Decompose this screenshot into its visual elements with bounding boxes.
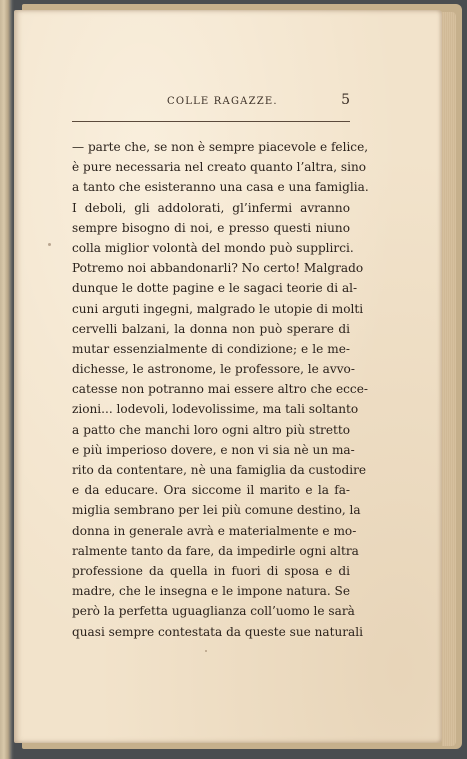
text-line: Potremo noi abbandonarli? No certo! Malgrado (72, 261, 364, 276)
text-line: e da educare. Ora siccome il marito e la fa- (72, 483, 350, 498)
text-line: donna in generale avrà e materialmente e mo- (72, 523, 357, 538)
page-header (72, 92, 350, 112)
text-line: però la perfetta uguaglianza coll’uomo le sarà (72, 604, 355, 619)
text-line: sempre bisogno di noi, e presso questi niuno (72, 220, 350, 235)
text-line: mutar essenzialmente di condizione; e le me- (72, 341, 350, 356)
text-line: colla miglior volontà del mondo può supplirci. (72, 240, 354, 255)
text-line: quasi sempre contestata da queste sue naturali (72, 624, 363, 639)
paper-speck (48, 243, 51, 246)
running-title: COLLE RAGAZZE. (167, 96, 278, 107)
text-line: cuni arguti ingegni, malgrado le utopie di molti (72, 301, 364, 316)
text-line: ralmente tanto da fare, da impedirle ogni altra (72, 543, 359, 558)
page-number: 5 (341, 92, 350, 108)
text-line: a tanto che esisteranno una casa e una famiglia. (72, 180, 369, 195)
text-line: rito da contentare, nè una famiglia da custodire (72, 463, 367, 477)
body-paragraph (72, 137, 369, 642)
text-line: — parte che, se non è sempre piacevole e felice, (72, 140, 369, 154)
text-line: catesse non potranno mai essere altro che ecce- (72, 382, 368, 397)
text-line: zioni... lodevoli, lodevolissime, ma tali soltanto (72, 402, 359, 417)
text-line: madre, che le insegna e le impone natura. Se (72, 584, 350, 599)
adjacent-page-edge (0, 0, 12, 759)
text-line: cervelli balzani, la donna non può sperare di (72, 321, 350, 336)
text-line: a patto che manchi loro ogni altro più stretto (72, 422, 350, 437)
text-line: è pure necessaria nel creato quanto l’altra, sino (72, 160, 367, 175)
text-line: e più imperioso dovere, e non vi sia nè un ma- (72, 442, 355, 457)
text-line: dichesse, le astronome, le professore, le avvo- (72, 362, 355, 377)
text-line: dunque le dotte pagine e le sagaci teorie di al- (72, 281, 358, 296)
text-line: miglia sembrano per lei più comune destino, la (72, 503, 361, 518)
text-line: professione da quella in fuori di sposa e di (72, 563, 350, 578)
paper-speck (205, 650, 207, 652)
text-line: I deboli, gli addolorati, gl’infermi avranno (72, 200, 350, 215)
page-fore-edge (442, 12, 456, 746)
header-rule (72, 121, 350, 122)
